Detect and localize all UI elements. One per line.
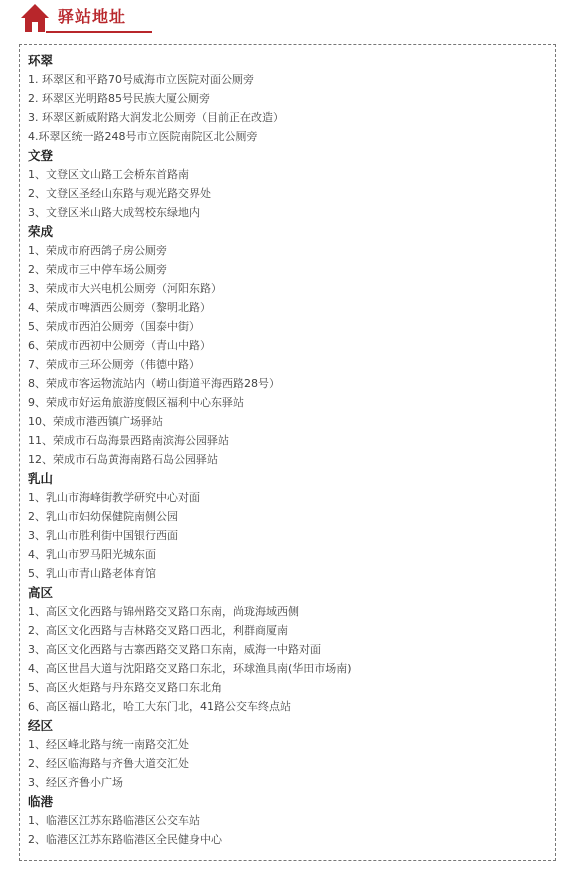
address-item: 7、荣成市三环公厕旁（伟德中路） bbox=[28, 358, 200, 371]
address-item: 8、荣成市客运物流站内（崂山街道平海西路28号） bbox=[28, 377, 280, 390]
address-item: 1、乳山市海峰街教学研究中心对面 bbox=[28, 491, 200, 504]
district-title: 经区 bbox=[28, 718, 54, 733]
address-item: 4.环翠区统一路248号市立医院南院区北公厕旁 bbox=[28, 130, 258, 143]
address-item: 1、荣成市府西鸽子房公厕旁 bbox=[28, 244, 167, 257]
address-item: 11、荣成市石岛海景西路南滨海公园驿站 bbox=[28, 434, 229, 447]
header-underline bbox=[46, 31, 152, 33]
address-item: 5、荣成市西泊公厕旁（国泰中街） bbox=[28, 320, 200, 333]
address-item: 4、乳山市罗马阳光城东面 bbox=[28, 548, 156, 561]
address-item: 1. 环翠区和平路70号威海市立医院对面公厕旁 bbox=[28, 73, 254, 86]
address-item: 2. 环翠区光明路85号民族大厦公厕旁 bbox=[28, 92, 210, 105]
address-item: 6、高区福山路北，哈工大东门北，41路公交车终点站 bbox=[28, 700, 291, 713]
address-item: 1、经区峰北路与统一南路交汇处 bbox=[28, 738, 189, 751]
address-item: 2、临港区江苏东路临港区全民健身中心 bbox=[28, 833, 222, 846]
address-item: 3、乳山市胜利街中国银行西面 bbox=[28, 529, 178, 542]
address-item: 5、乳山市青山路老体育馆 bbox=[28, 567, 156, 580]
address-item: 2、文登区圣经山东路与观光路交界处 bbox=[28, 187, 211, 200]
address-item: 2、荣成市三中停车场公厕旁 bbox=[28, 263, 167, 276]
address-item: 3、经区齐鲁小广场 bbox=[28, 776, 123, 789]
address-item: 1、高区文化西路与锦州路交叉路口东南，尚珑海域西侧 bbox=[28, 605, 299, 618]
district-title: 环翠 bbox=[28, 53, 54, 68]
header-title: 驿站地址 bbox=[58, 7, 127, 26]
address-item: 4、荣成市啤酒西公厕旁（黎明北路） bbox=[28, 301, 211, 314]
address-item: 6、荣成市西初中公厕旁（青山中路） bbox=[28, 339, 211, 352]
address-item: 1、文登区文山路工会桥东首路南 bbox=[28, 168, 189, 181]
address-item: 2、乳山市妇幼保健院南侧公园 bbox=[28, 510, 178, 523]
address-list bbox=[28, 51, 549, 849]
district-title: 高区 bbox=[28, 585, 54, 600]
address-item: 4、高区世昌大道与沈阳路交叉路口东北，环球渔具南(华田市场南) bbox=[28, 662, 352, 675]
address-item: 1、临港区江苏东路临港区公交车站 bbox=[28, 814, 200, 827]
address-item: 3、文登区米山路大成驾校东绿地内 bbox=[28, 206, 200, 219]
district-title: 文登 bbox=[28, 148, 54, 163]
address-item: 3、高区文化西路与古寨西路交叉路口东南，威海一中路对面 bbox=[28, 643, 321, 656]
address-item: 3、荣成市大兴电机公厕旁（河阳东路） bbox=[28, 282, 222, 295]
section-header bbox=[20, 0, 557, 34]
address-box bbox=[19, 44, 556, 861]
district-title: 乳山 bbox=[28, 471, 54, 486]
address-item: 12、荣成市石岛黄海南路石岛公园驿站 bbox=[28, 453, 218, 466]
address-item: 3. 环翠区新威附路大润发北公厕旁（目前正在改造） bbox=[28, 111, 284, 124]
district-title: 临港 bbox=[28, 794, 54, 809]
address-item: 9、荣成市好运角旅游度假区福利中心东驿站 bbox=[28, 396, 244, 409]
address-item: 2、高区文化西路与吉林路交叉路口西北，利群商厦南 bbox=[28, 624, 288, 637]
house-icon bbox=[20, 3, 50, 33]
address-item: 10、荣成市港西镇广场驿站 bbox=[28, 415, 163, 428]
address-item: 2、经区临海路与齐鲁大道交汇处 bbox=[28, 757, 189, 770]
address-item: 5、高区火炬路与丹东路交叉路口东北角 bbox=[28, 681, 222, 694]
district-title: 荣成 bbox=[28, 224, 54, 239]
